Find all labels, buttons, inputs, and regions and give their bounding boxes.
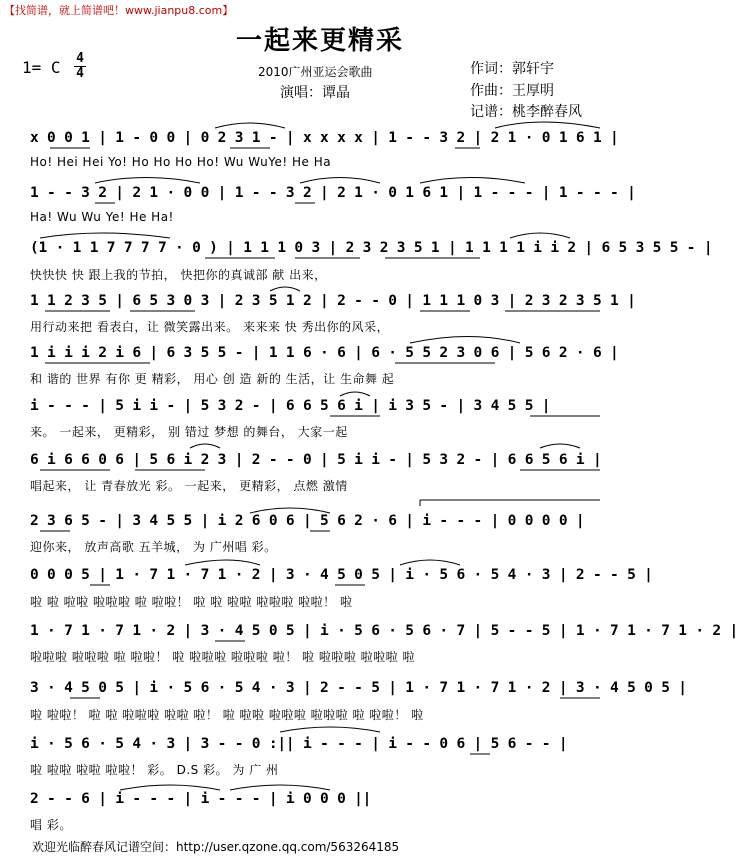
song-title: 一起来更精采 — [235, 26, 404, 56]
slur-arc — [540, 444, 580, 448]
slur-arc — [185, 560, 260, 565]
score-row-notes: 6 i 6 6 0 6 | 5 6 i 2 3 | 2 - - 0 | 5 i i - | 5 3 2 - | 6 6 5 6 i | — [30, 452, 602, 468]
slur-arc — [215, 123, 285, 128]
slur-arc — [510, 233, 570, 238]
score-row-notes: (1 · 1 1 7 7 7 7 · 0 ) | 1 1 1 0 3 | 2 3 2 3 5 1 | 1 1 1 1 i i 2 | 6 5 3 5 5 - | — [30, 240, 713, 256]
score-row-lyrics: 啦 啦啦！ 啦 啦 啦啦啦 啦啦 啦！ 啦 啦啦 啦啦啦 啦啦啦 啦 啦啦！ 啦 — [30, 708, 424, 722]
score-row-notes: 1 1 2 3 5 | 6 5 3 0 3 | 2 3 5 1 2 | 2 - - 0 | 1 1 1 0 3 | 2 3 2 3 5 1 | — [30, 293, 636, 309]
score-row-lyrics: 和 谐的 世界 有你 更 精彩， 用心 创 造 新的 生活，让 生命舞 起 — [30, 372, 395, 386]
slur-arc — [410, 337, 520, 344]
slur-arc — [495, 122, 600, 128]
slur-arc — [340, 392, 370, 396]
slur-arc — [95, 178, 200, 184]
slur-arc — [300, 178, 380, 184]
score-row-lyrics: Ha! Wu Wu Ye! He Ha! — [30, 210, 174, 224]
slur-arc — [280, 727, 380, 732]
slur-arc — [120, 785, 220, 790]
score-row-lyrics: 来。 一起来， 更精彩， 别 错过 梦想 的舞台， 大家一起 — [30, 425, 348, 439]
time-signature-top: 4 — [76, 51, 84, 66]
score-row-notes: x 0 0 1 | 1 - 0 0 | 0 2 3 1 - | x x x x | 1 - - 3 2 | 2 1 · 0 1 6 1 | — [30, 130, 619, 146]
slur-arc — [270, 287, 300, 291]
score-row-notes: i · 5 6 · 5 4 · 3 | 3 - - 0 :|| i - - - | i - - 0 6 | 5 6 - - | — [30, 736, 568, 752]
slur-arc — [250, 508, 330, 513]
slur-arc — [190, 444, 220, 448]
score-row-lyrics: 啦啦啦 啦啦啦 啦 啦啦！ 啦 啦啦啦 啦啦啦 啦！ 啦 啦啦啦 啦啦啦 啦 — [30, 650, 415, 664]
score-row-lyrics: 啦 啦 啦啦 啦啦啦 啦 啦啦！ 啦 啦 啦啦 啦啦啦 啦啦！ 啦 — [30, 595, 353, 609]
score-row-lyrics: 唱 彩。 — [30, 818, 72, 832]
site-tag[interactable]: 【找简谱，就上简谱吧！www.jianpu8.com】 — [4, 4, 234, 17]
score-row-lyrics: 唱起来， 让 青春放光 彩。 一起来， 更精彩， 点燃 激情 — [30, 479, 348, 493]
score-row-lyrics: Ho! Hei Hei Yo! Ho Ho Ho Ho! Wu WuYe! He Ha — [30, 155, 332, 169]
score-row-lyrics: 快快快 快 跟上我的节拍， 快把你的真诚部 献 出来， — [30, 268, 327, 282]
lyricist-credit: 作词：郭轩宇 — [470, 61, 554, 77]
composer-credit: 作曲：王厚明 — [470, 83, 554, 99]
score-row-notes: 2 - - 6 | i - - - | i - - - | i 0 0 0 || — [30, 791, 372, 807]
transcriber-credit: 记谱：桃李醉春风 — [470, 104, 582, 120]
key-signature: 1= C — [22, 58, 61, 77]
slur-arc — [400, 560, 460, 565]
slur-arc — [230, 785, 330, 790]
singer-credit: 演唱：谭晶 — [280, 85, 350, 101]
song-subtitle: 2010广州亚运会歌曲 — [258, 65, 373, 79]
score-row-lyrics: 用行动来把 看表白，让 微笑露出来。 来来来 快 秀出你的风采， — [30, 320, 390, 334]
score-row-lyrics: 啦 啦啦 啦啦 啦啦！ 彩。 D.S 彩。 为 广 州 — [30, 763, 279, 777]
score-row-notes: 1 · 7 1 · 7 1 · 2 | 3 · 4 5 0 5 | i · 5 6 · 5 6 · 7 | 5 - - 5 | 1 · 7 1 · 7 1 · 2 | — [30, 623, 738, 639]
score-row-lyrics: 迎你来， 放声高歌 五羊城， 为 广州唱 彩。 — [30, 540, 277, 554]
score-row-notes: 3 · 4 5 0 5 | i · 5 6 · 5 4 · 3 | 2 - - 5 | 1 · 7 1 · 7 1 · 2 | 3 · 4 5 0 5 | — [30, 680, 687, 696]
score-row-notes: 1 - - 3 2 | 2 1 · 0 0 | 1 - - 3 2 | 2 1 · 0 1 6 1 | 1 - - - | 1 - - - | — [30, 185, 636, 201]
slur-arc — [420, 178, 525, 184]
score-row-notes: 1 i i i 2 i 6 | 6 3 5 5 - | 1 1 6 · 6 | 6 · 5 5 2 3 0 6 | 5 6 2 · 6 | — [30, 345, 619, 361]
score-row-notes: 2 3 6 5 - | 3 4 5 5 | i 2 6 0 6 | 5 6 2 · 6 | i - - - | 0 0 0 0 | — [30, 513, 585, 529]
footer-link[interactable]: 欢迎光临醉春风记谱空间：http://user.qzone.qq.com/563264185 — [32, 840, 400, 854]
score-row-notes: i - - - | 5 i i - | 5 3 2 - | 6 6 5 6 i | i 3 5 - | 3 4 5 5 | — [30, 398, 551, 414]
score-row-notes: 0 0 0 5 | 1 · 7 1 · 7 1 · 2 | 3 · 4 5 0 5 | i · 5 6 · 5 4 · 3 | 2 - - 5 | — [30, 567, 653, 583]
time-signature-bottom: 4 — [76, 66, 84, 81]
slur-arc — [40, 233, 170, 238]
